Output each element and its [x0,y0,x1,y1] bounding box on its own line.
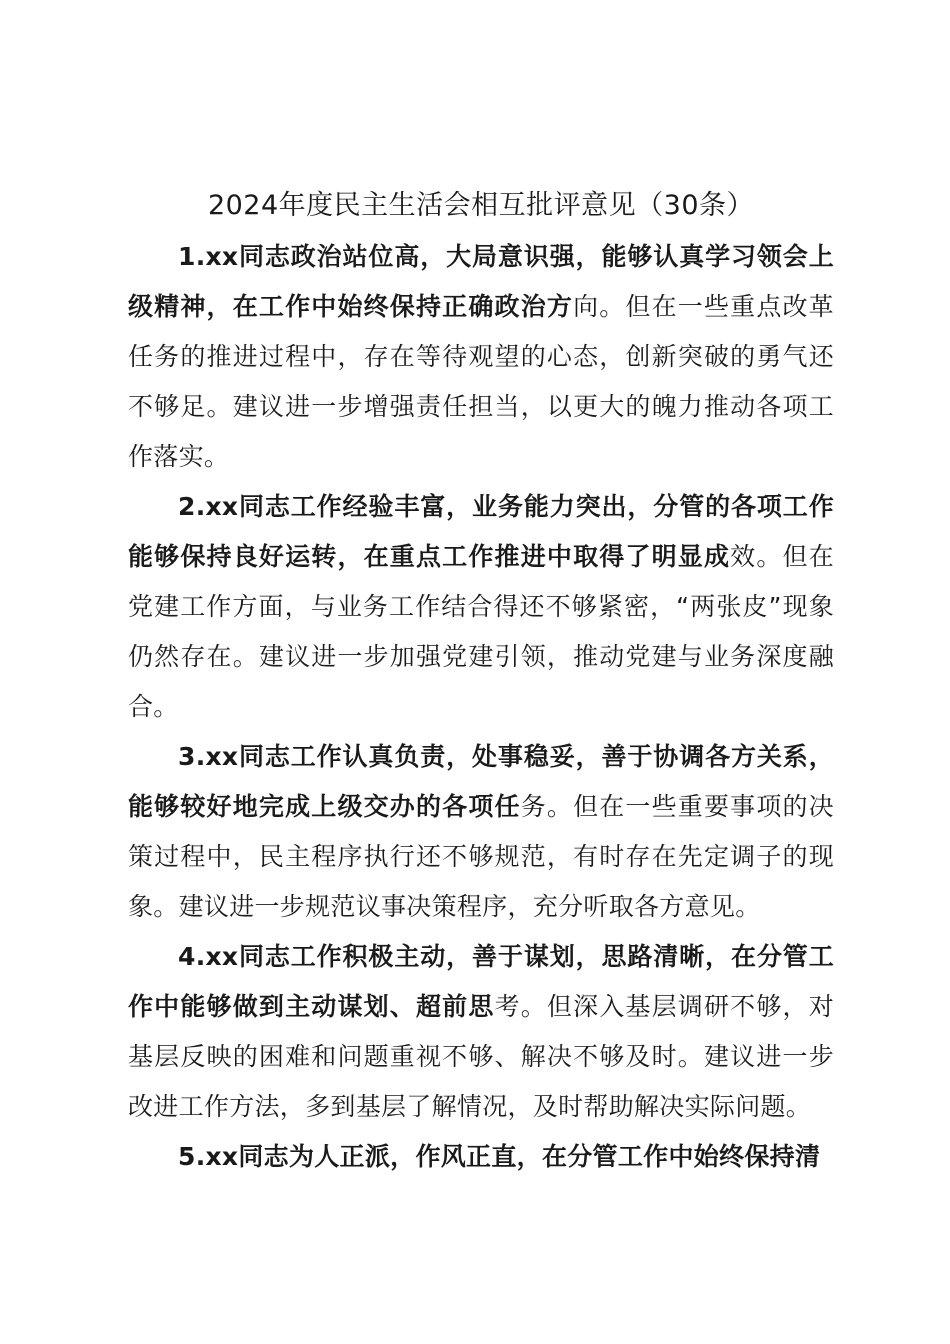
paragraph-1-lead: 1.xx同志政治站位高，大局意识强，能够认真学习领会上级精神，在工作中始终保持正确政治方 [128,242,834,321]
paragraph-3-body: 务。但在一些重要事项的决策过程中，民主程序执行还不够规范，有时存在先定调子的现象。建议进一步规范议事决策程序，充分听取各方意见。 [128,792,834,921]
paragraph-5-lead: 5.xx同志为人正派，作风正直，在分管工作中始终保持清 [178,1142,821,1171]
paragraph-1-body: 向。但在一些重点改革任务的推进过程中，存在等待观望的心态，创新突破的勇气还不够足。建议进一步增强责任担当，以更大的魄力推动各项工作落实。 [128,292,834,471]
paragraph-5 [128,1132,834,1182]
paragraph-3-lead: 3.xx同志工作认真负责，处事稳妥，善于协调各方关系，能够较好地完成上级交办的各项任 [128,742,834,821]
document-page [128,182,834,1182]
paragraph-2 [128,482,834,732]
paragraph-2-body: 效。但在党建工作方面，与业务工作结合得还不够紧密，“两张皮”现象仍然存在。建议进一步加强党建引领，推动党建与业务深度融合。 [128,542,834,721]
document-title: 2024年度民主生活会相互批评意见（30条） [207,190,755,221]
paragraph-4-body: 考。但深入基层调研不够，对基层反映的困难和问题重视不够、解决不够及时。建议进一步改进工作方法，多到基层了解情况，及时帮助解决实际问题。 [128,992,834,1121]
paragraph-4-lead: 4.xx同志工作积极主动，善于谋划，思路清晰，在分管工作中能够做到主动谋划、超前思 [128,942,834,1021]
paragraph-3 [128,732,834,932]
paragraph-2-lead: 2.xx同志工作经验丰富，业务能力突出，分管的各项工作能够保持良好运转，在重点工作推进中取得了明显成 [128,492,834,571]
paragraph-1 [128,232,834,482]
paragraph-4 [128,932,834,1132]
